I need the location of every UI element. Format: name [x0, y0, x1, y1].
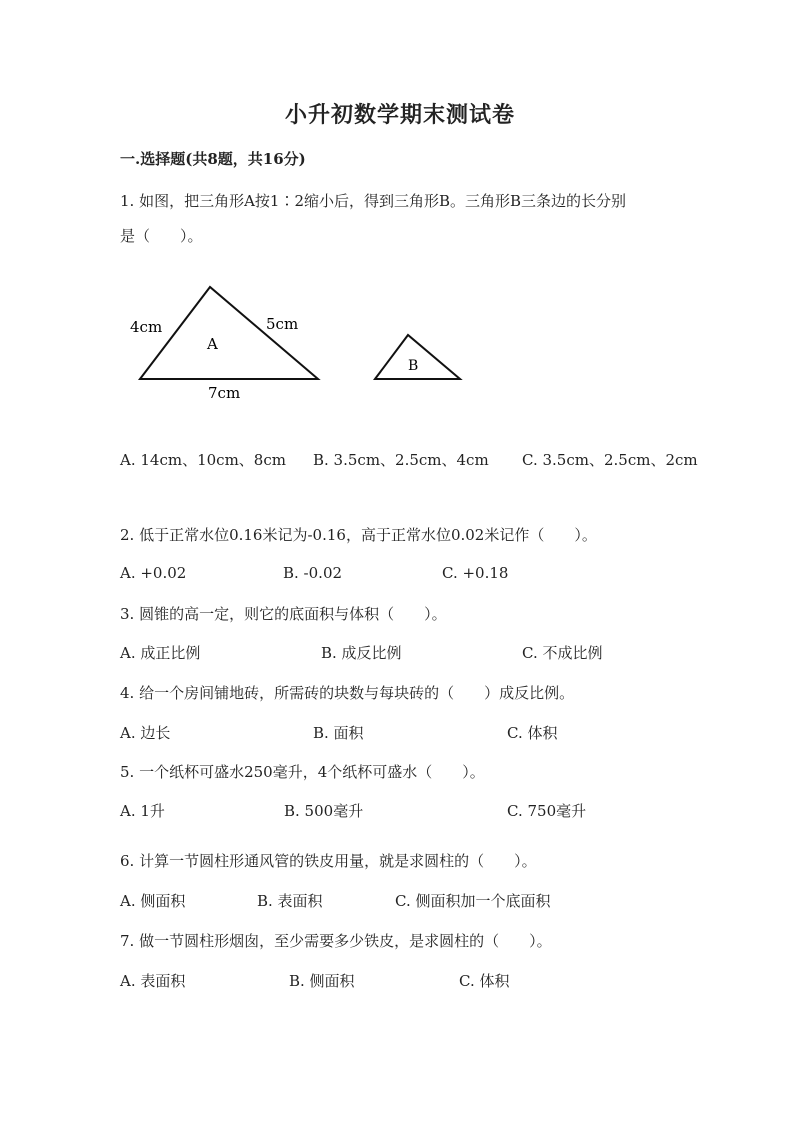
question-3-option-a[interactable]: A. 成正比例 — [120, 644, 201, 662]
triangle-b-label: B — [408, 358, 419, 374]
question-2-option-c[interactable]: C. +0.18 — [442, 564, 509, 582]
question-2-option-b[interactable]: B. -0.02 — [283, 564, 343, 582]
question-1-option-a[interactable]: A. 14cm、10cm、8cm — [120, 451, 286, 469]
section-heading: 一.选择题(共8题，共16分) — [120, 150, 306, 168]
question-1-option-c[interactable]: C. 3.5cm、2.5cm、2cm — [522, 451, 698, 469]
question-6-option-c[interactable]: C. 侧面积加一个底面积 — [395, 892, 551, 910]
question-4-option-a[interactable]: A. 边长 — [120, 724, 171, 742]
question-4-option-c[interactable]: C. 体积 — [507, 724, 558, 742]
question-3-option-c[interactable]: C. 不成比例 — [522, 644, 603, 662]
question-3-option-b[interactable]: B. 成反比例 — [321, 644, 402, 662]
question-4-option-b[interactable]: B. 面积 — [313, 724, 364, 742]
triangle-a-right-side-label: 5cm — [266, 315, 299, 333]
question-2-stem: 2. 低于正常水位0.16米记为-0.16，高于正常水位0.02米记作（ ）。 — [120, 526, 597, 544]
question-2-option-a[interactable]: A. +0.02 — [120, 564, 187, 582]
triangle-a-base-label: 7cm — [208, 384, 241, 402]
question-7-stem: 7. 做一节圆柱形烟囱，至少需要多少铁皮，是求圆柱的（ ）。 — [120, 932, 552, 950]
question-1-stem-line2: 是（ ）。 — [120, 227, 203, 245]
question-7-option-a[interactable]: A. 表面积 — [120, 972, 186, 990]
triangle-a-left-side-label: 4cm — [130, 318, 163, 336]
question-3-stem: 3. 圆锥的高一定，则它的底面积与体积（ ）。 — [120, 605, 447, 623]
question-1-option-b[interactable]: B. 3.5cm、2.5cm、4cm — [313, 451, 489, 469]
question-7-option-b[interactable]: B. 侧面积 — [289, 972, 355, 990]
question-4-stem: 4. 给一个房间铺地砖，所需砖的块数与每块砖的（ ）成反比例。 — [120, 684, 575, 702]
question-5-stem: 5. 一个纸杯可盛水250毫升，4个纸杯可盛水（ ）。 — [120, 763, 485, 781]
question-6-option-a[interactable]: A. 侧面积 — [120, 892, 186, 910]
triangle-a — [140, 287, 318, 379]
question-5-option-c[interactable]: C. 750毫升 — [507, 802, 587, 820]
question-5-option-b[interactable]: B. 500毫升 — [284, 802, 364, 820]
page-title: 小升初数学期末测试卷 — [284, 102, 515, 128]
question-1-figure — [0, 270, 800, 410]
question-1-stem-line1: 1. 如图，把三角形A按1∶2缩小后，得到三角形B。三角形B三条边的长分别 — [120, 192, 627, 210]
question-6-stem: 6. 计算一节圆柱形通风管的铁皮用量，就是求圆柱的（ ）。 — [120, 852, 537, 870]
question-5-option-a[interactable]: A. 1升 — [120, 802, 165, 820]
question-6-option-b[interactable]: B. 表面积 — [257, 892, 323, 910]
question-7-option-c[interactable]: C. 体积 — [459, 972, 510, 990]
triangle-a-label: A — [207, 335, 218, 353]
